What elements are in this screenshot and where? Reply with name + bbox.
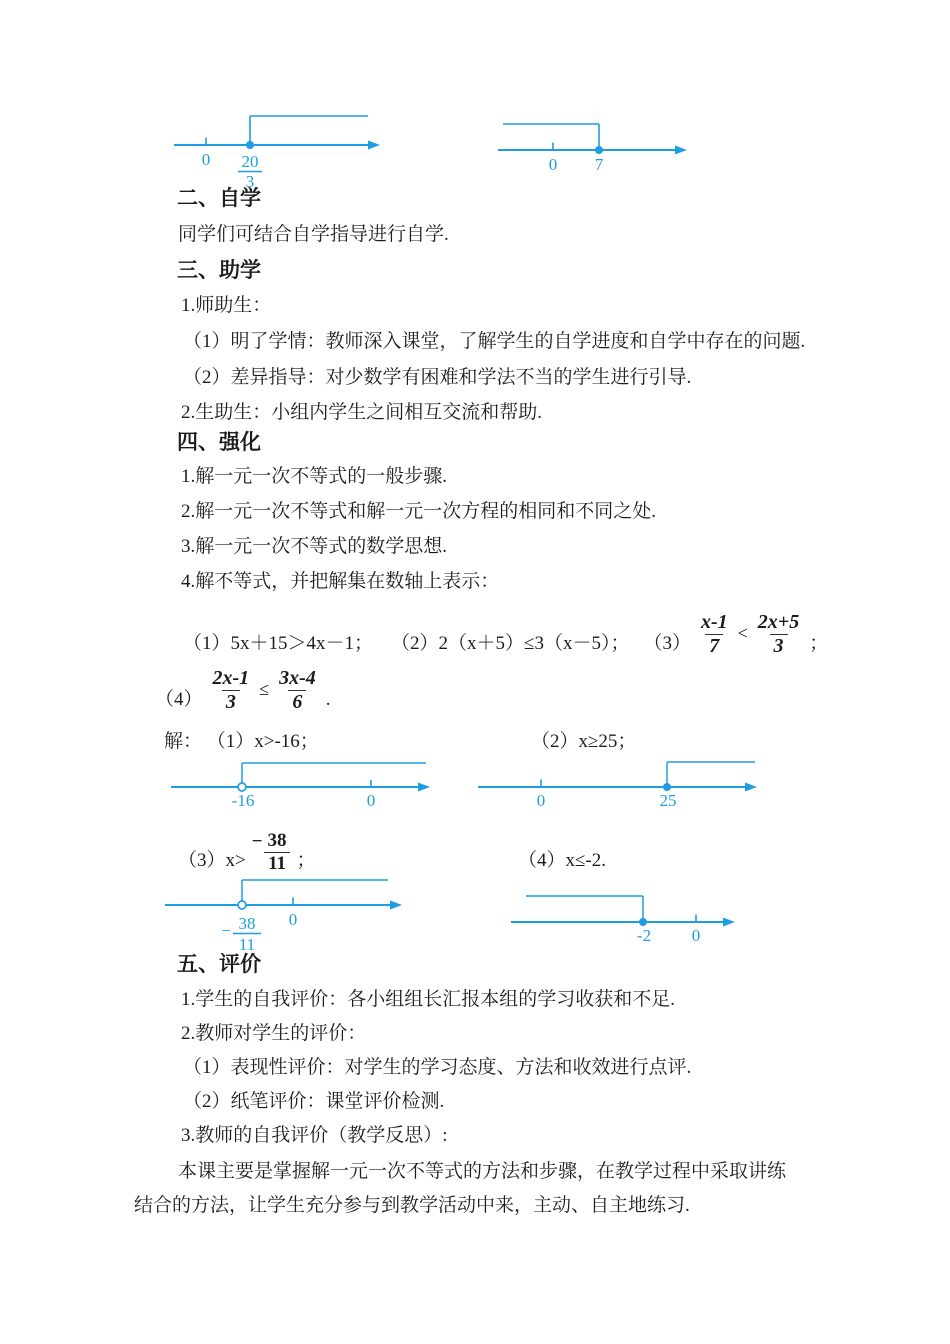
tick-label: 0 [548, 155, 558, 174]
closing-paragraph-line-2: 结合的方法，让学生充分参与到教学活动中来，主动、自主地练习. [134, 1195, 690, 1216]
problem-row-2 [155, 661, 331, 713]
solution-1: （1）x>-16； [206, 731, 319, 752]
numberline-x-gt-neg38-11 [162, 872, 407, 957]
solution-label: 解： [164, 731, 203, 752]
section-5-item-1: 1.学生的自我评价：各小组组长汇报本组的学习收获和不足. [181, 989, 676, 1010]
tick-label: 0 [201, 150, 211, 169]
problem-4-tail: . [325, 689, 331, 711]
axis-arrow-icon [675, 146, 687, 155]
solution-row-1-left [164, 730, 319, 755]
closed-point [246, 141, 254, 149]
open-point [238, 783, 246, 791]
fraction: $\frac{3x-4}{6}$ [279, 667, 316, 713]
closed-point [663, 783, 671, 791]
less-equal-sign: ≤ [259, 679, 270, 700]
section-4-item-4: 4.解不等式，并把解集在数轴上表示： [181, 571, 500, 592]
numberline-x-gt-neg16 [168, 757, 438, 812]
tick-label: 0 [288, 910, 298, 929]
numberline-x-ge-25 [475, 755, 765, 810]
section-5-heading: 五、评价 [177, 953, 261, 976]
solution-4: （4）x≤-2. [518, 850, 607, 871]
problem-3-label: （3） [643, 633, 691, 655]
solution-3-tail: ； [296, 850, 316, 872]
axis-arrow-icon [418, 783, 430, 792]
section-4-heading: 四、强化 [177, 431, 261, 454]
point-label: 7 [594, 155, 604, 174]
fraction: $\frac{x-1}{7}$ [700, 611, 728, 657]
tick-label: 0 [536, 791, 546, 810]
numberline-x-le-7 [495, 112, 700, 187]
section-2-heading: 二、自学 [177, 187, 261, 210]
fraction: $\frac{38}{11}$ [264, 830, 291, 874]
problem-3-inequality [697, 611, 803, 657]
fraction-denominator: 3 [245, 172, 255, 190]
problem-3-tail: ； [809, 633, 829, 655]
problem-4-label: （4） [155, 689, 203, 711]
solution-2: （2）x≥25； [531, 731, 637, 752]
solution-3-row [178, 820, 316, 874]
minus-sign: − [251, 830, 263, 852]
section-3-heading: 三、助学 [177, 259, 261, 282]
fraction-denominator: 11 [238, 935, 256, 954]
section-4-item-2: 2.解一元一次不等式和解一元一次方程的相同和不同之处. [181, 501, 657, 522]
solution-3-pre: （3）x> [178, 850, 246, 872]
section-5-item-3: 3.教师的自我评价（教学反思）: [181, 1125, 448, 1146]
section-3-item-2: 2.生助生：小组内学生之间相互交流和帮助. [181, 402, 543, 423]
fraction-numerator: 20 [241, 152, 259, 171]
minus-sign: − [221, 921, 231, 940]
section-4-item-3: 3.解一元一次不等式的数学思想. [181, 536, 448, 557]
section-3-item-1-1: （1）明了学情：教师深入课堂，了解学生的自学进度和自学中存在的问题. [183, 331, 806, 352]
fraction: $\frac{2x+5}{3}$ [757, 611, 800, 657]
section-5-item-2-2: （2）纸笔评价：课堂评价检测. [183, 1091, 445, 1112]
axis-arrow-icon [368, 141, 380, 150]
closed-point [595, 146, 603, 154]
axis-arrow-icon [723, 918, 735, 927]
problem-row-1 [183, 597, 828, 657]
point-label: -16 [231, 791, 255, 810]
numberline-x-le-neg2 [508, 888, 743, 948]
problem-2: （2）2（x＋5）≤3（x－5）； [391, 633, 630, 655]
section-5-item-2: 2.教师对学生的评价： [181, 1023, 367, 1044]
numberline-x-ge-20-3 [170, 105, 385, 190]
axis-arrow-icon [390, 901, 402, 910]
closed-point [639, 918, 647, 926]
axis-arrow-icon [745, 783, 757, 792]
fraction-numerator: 38 [238, 914, 256, 933]
section-4-item-1: 1.解一元一次不等式的一般步骤. [181, 466, 448, 487]
point-label: 25 [659, 791, 677, 810]
problem-4-inequality [209, 667, 320, 713]
tick-label: 0 [366, 791, 376, 810]
open-point [238, 901, 246, 909]
fraction: $\frac{2x-1}{3}$ [212, 667, 250, 713]
problem-1: （1）5x＋15＞4x－1； [183, 633, 374, 655]
point-label: -2 [636, 926, 652, 945]
section-3-item-1-2: （2）差异指导：对少数学有困难和学法不当的学生进行引导. [183, 367, 692, 388]
section-2-body: 同学们可结合自学指导进行自学. [178, 224, 449, 245]
section-5-item-2-1: （1）表现性评价：对学生的学习态度、方法和收效进行点评. [183, 1057, 692, 1078]
tick-label: 0 [691, 926, 701, 945]
section-3-item-1: 1.师助生： [181, 295, 272, 316]
less-than-sign: < [737, 623, 748, 644]
closing-paragraph-line-1: 本课主要是掌握解一元一次不等式的方法和步骤，在教学过程中采取讲练 [178, 1161, 787, 1182]
